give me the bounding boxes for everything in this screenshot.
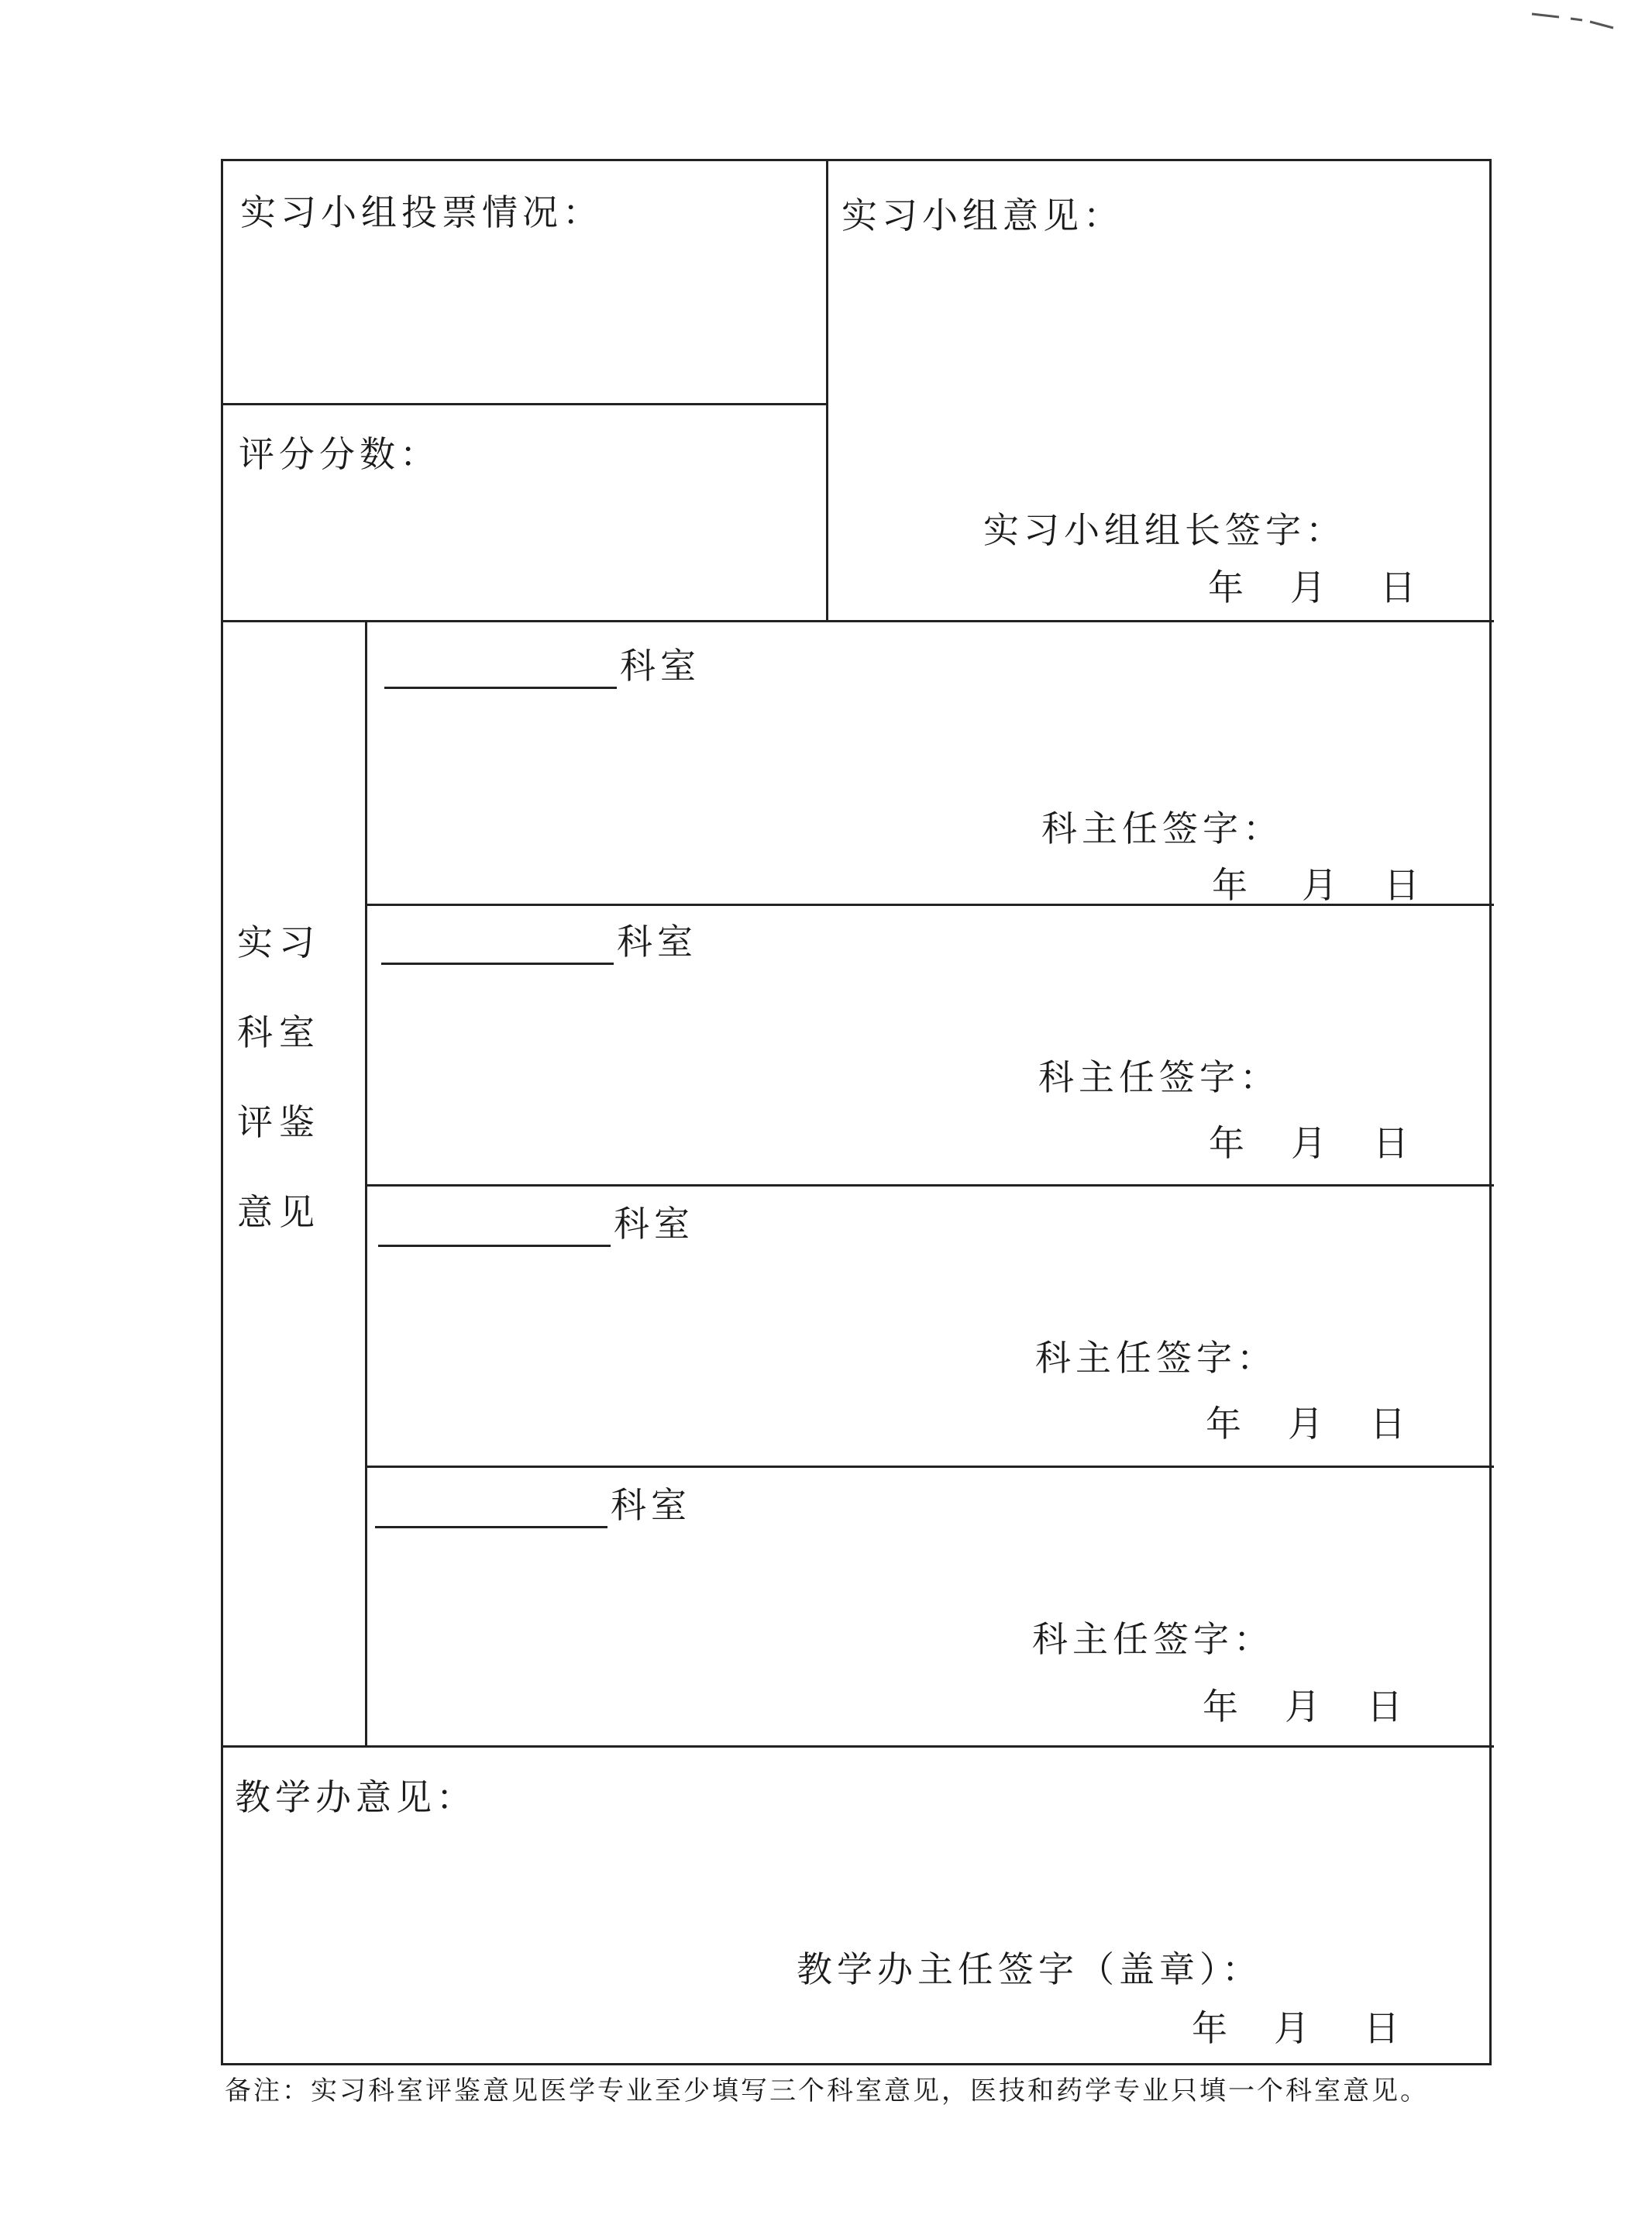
director-signature-label: 科主任签字：: [1032, 1618, 1274, 1660]
dept-suffix: 科室: [614, 1203, 694, 1245]
date-day: 日: [1373, 1122, 1409, 1164]
dept-date: [1203, 1679, 1402, 1730]
dept-name-line: [384, 638, 700, 689]
teaching-office-date: [1192, 2000, 1399, 2051]
date-day: 日: [1364, 2007, 1399, 2049]
dept-name-blank[interactable]: [378, 1211, 611, 1247]
date-year: 年: [1206, 1403, 1241, 1445]
score-cell[interactable]: [223, 403, 826, 620]
date-year: 年: [1203, 1686, 1238, 1727]
date-year: 年: [1208, 567, 1244, 608]
dept-section-label-line: 评鉴: [237, 1101, 321, 1143]
dept-name-blank[interactable]: [375, 1492, 607, 1528]
dept-date: [1212, 857, 1420, 908]
group-opinion-cell[interactable]: [828, 161, 1494, 620]
dept-section-label: [237, 897, 330, 1257]
group-date: [1208, 560, 1416, 611]
dept-section-label-line: 实习: [237, 921, 321, 963]
director-signature-label: 科主任签字：: [1041, 808, 1283, 849]
date-day: 日: [1380, 567, 1416, 608]
date-month: 月: [1302, 864, 1337, 906]
vote-label: 实习小组投票情况：: [240, 191, 603, 233]
corner-mark: [1528, 8, 1621, 31]
dept-row[interactable]: [367, 1468, 1494, 1745]
date-day: 日: [1367, 1686, 1402, 1727]
dept-suffix: 科室: [617, 921, 697, 963]
dept-section-label-line: 科室: [237, 1011, 321, 1053]
dept-date: [1206, 1396, 1406, 1447]
dept-section-label-line: 意见: [237, 1191, 321, 1233]
director-signature-label: 科主任签字：: [1035, 1337, 1277, 1379]
dept-suffix: 科室: [611, 1484, 691, 1526]
group-leader-signature-label: 实习小组组长签字：: [983, 509, 1346, 551]
dept-name-blank[interactable]: [384, 653, 617, 689]
date-month: 月: [1291, 1122, 1327, 1164]
dept-date: [1209, 1115, 1409, 1166]
dept-row[interactable]: [367, 1187, 1494, 1466]
teaching-office-label: 教学办意见：: [235, 1776, 477, 1818]
date-year: 年: [1192, 2007, 1227, 2049]
score-label: 评分分数：: [239, 433, 440, 475]
date-month: 月: [1285, 1686, 1320, 1727]
dept-name-blank[interactable]: [381, 928, 614, 965]
date-day: 日: [1370, 1403, 1406, 1445]
dept-suffix: 科室: [620, 645, 700, 687]
date-year: 年: [1212, 864, 1248, 906]
dept-row[interactable]: [367, 622, 1494, 904]
date-month: 月: [1290, 567, 1326, 608]
evaluation-form-table: [221, 159, 1492, 2065]
teaching-office-cell[interactable]: [223, 1748, 1494, 2065]
date-year: 年: [1209, 1122, 1244, 1164]
date-month: 月: [1288, 1403, 1323, 1445]
date-month: 月: [1274, 2007, 1310, 2049]
teaching-office-signature-label: 教学办主任签字（盖章）：: [797, 1948, 1262, 1990]
dept-name-line: [378, 1196, 694, 1247]
vote-cell[interactable]: [223, 161, 826, 403]
group-opinion-label: 实习小组意见：: [841, 195, 1124, 236]
dept-name-line: [381, 914, 697, 965]
date-day: 日: [1384, 864, 1420, 906]
dept-row[interactable]: [367, 906, 1494, 1184]
director-signature-label: 科主任签字：: [1038, 1056, 1280, 1098]
dept-name-line: [375, 1477, 691, 1528]
footnote: 备注：实习科室评鉴意见医学专业至少填写三个科室意见，医技和药学专业只填一个科室意见。: [225, 2075, 1429, 2106]
